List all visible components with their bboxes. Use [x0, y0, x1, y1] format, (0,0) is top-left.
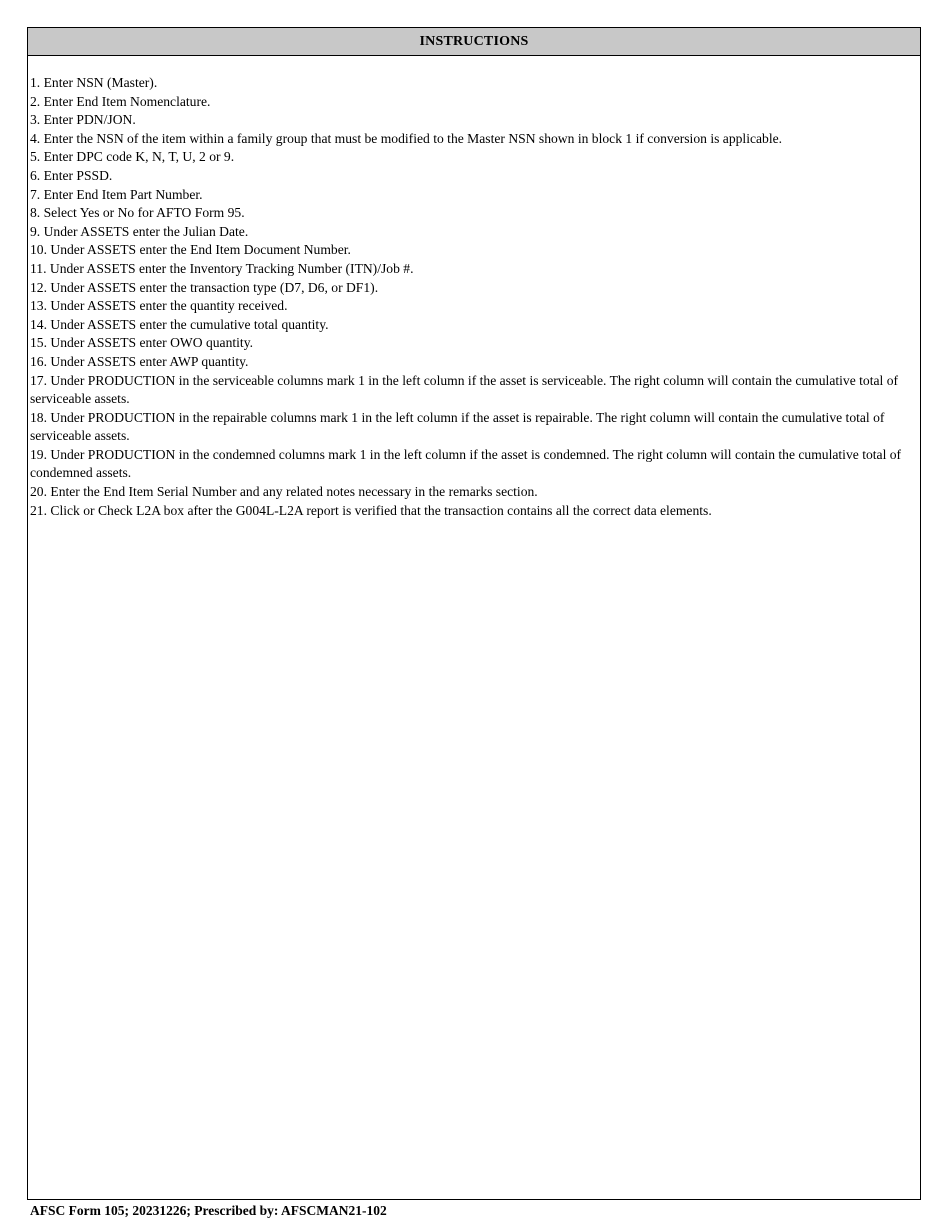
instruction-item: 4. Enter the NSN of the item within a family group that must be modified to the Master NSN shown in block 1 if conversion is applicable.: [30, 130, 783, 146]
instruction-item: 3. Enter PDN/JON.: [30, 112, 136, 128]
instruction-item: 15. Under ASSETS enter OWO quantity.: [30, 335, 254, 351]
instruction-item: 20. Enter the End Item Serial Number and any related notes necessary in the remarks section.: [30, 484, 538, 500]
instruction-item: 11. Under ASSETS enter the Inventory Tracking Number (ITN)/Job #.: [30, 260, 414, 276]
instruction-item: 16. Under ASSETS enter AWP quantity.: [30, 353, 249, 369]
instruction-item: 12. Under ASSETS enter the transaction type (D7, D6, or DF1).: [30, 279, 379, 295]
instruction-item: 7. Enter End Item Part Number.: [30, 186, 203, 202]
instruction-item: 9. Under ASSETS enter the Julian Date.: [30, 223, 249, 239]
instructions-header: [28, 28, 920, 56]
form-footer: AFSC Form 105; 20231226; Prescribed by: AFSCMAN21-102: [30, 1203, 387, 1218]
instruction-item: 10. Under ASSETS enter the End Item Document Number.: [30, 242, 351, 258]
instruction-item: 18. Under PRODUCTION in the repairable columns mark 1 in the left column if the asset is repairable. The right column will contain the cumulative total of serviceable assets.: [30, 409, 885, 444]
instruction-item: 1. Enter NSN (Master).: [30, 75, 158, 90]
instructions-list: [28, 56, 920, 520]
instruction-item: 21. Click or Check L2A box after the G004L-L2A report is verified that the transaction contains all the correct data elements.: [30, 502, 712, 518]
instruction-item: 2. Enter End Item Nomenclature.: [30, 93, 211, 109]
instruction-item: 13. Under ASSETS enter the quantity received.: [30, 298, 288, 314]
instruction-item: 8. Select Yes or No for AFTO Form 95.: [30, 205, 245, 221]
instructions-panel: [27, 27, 921, 1200]
instructions-title: INSTRUCTIONS: [419, 33, 529, 49]
instruction-item: 19. Under PRODUCTION in the condemned columns mark 1 in the left column if the asset is condemned. The right column will contain the cumulative total of condemned assets.: [30, 446, 902, 481]
instruction-item: 14. Under ASSETS enter the cumulative total quantity.: [30, 316, 329, 332]
instruction-item: 5. Enter DPC code K, N, T, U, 2 or 9.: [30, 149, 235, 165]
instruction-item: 6. Enter PSSD.: [30, 167, 113, 183]
instruction-item: 17. Under PRODUCTION in the serviceable columns mark 1 in the left column if the asset is serviceable. The right column will contain the cumulative total of serviceable assets.: [30, 372, 899, 407]
